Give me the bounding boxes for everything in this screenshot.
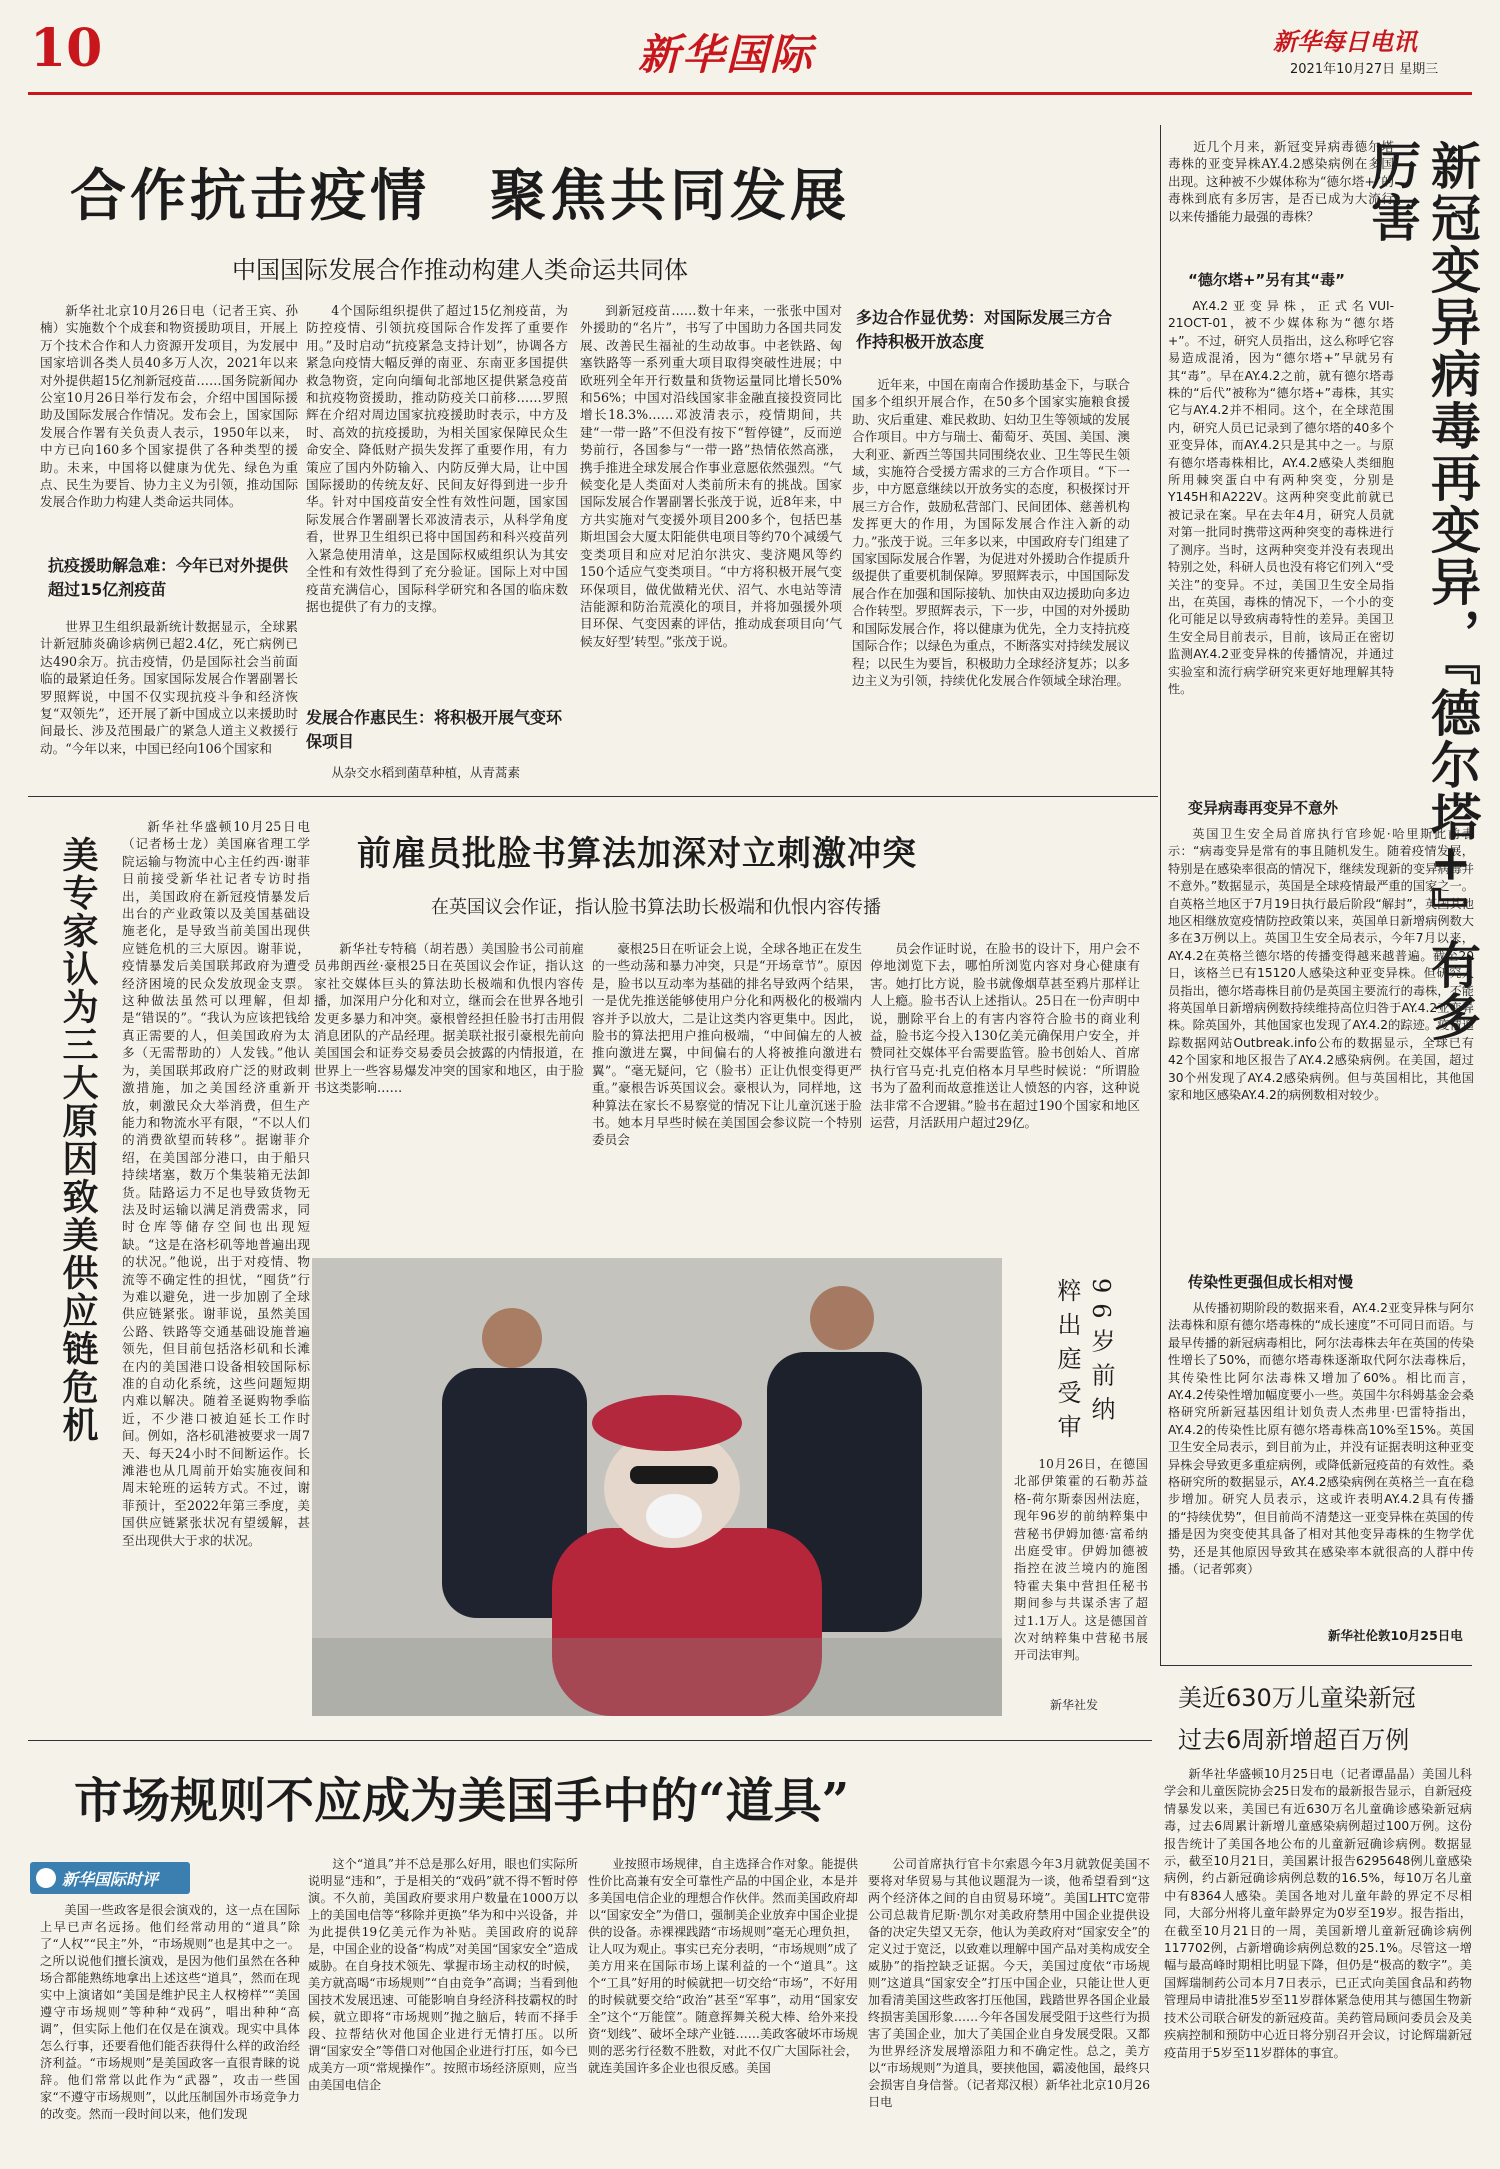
bottom-right-title-1: 美近630万儿童染新冠 — [1178, 1684, 1416, 1712]
right-p1: AY.4.2亚变异株，正式名VUI-21OCT-01，被不少媒体称为“德尔塔+”。不过，研究人员指出，这么称呼它容易造成混淆，因为“德尔塔+”早就另有其“毒”。早在AY.4.2之前，就有德尔塔毒株的“后代”被称为“德尔塔+”毒株，其实它与AY.4.2并不相同。这个，在全球范围内，研究人员已记录到了德尔塔的40多个亚变异体，而AY.4.2只是其中之一。与原有德尔塔毒株相比，AY.4.2感染人类细胞所用棘突蛋白中有两种突变，分别是Y145H和A222V。这两种突变此前就已被记录在案。早在去年4月，研究人员就对第一批同时携带这两种突变的毒株进行了测序。当时，这两种突变并没有表现出特别之处，科研人员也没有将它们列入“受关注”的变异。不过，美国卫生安全局指出，在英国，毒株的情况下，一个小的变化可能足以导致病毒特性的差异。美国卫生安全局目前表示，目前，该局正在密切监测AY.4.2亚变异株的传播情况，并通过实验室和流行病学研究来更好地理解其特性。 — [1168, 299, 1394, 696]
news-photo — [312, 1258, 1002, 1716]
lead-title: 合作抗击疫情 聚焦共同发展 — [70, 163, 850, 229]
photo-credit: 新华社发 — [1050, 1698, 1099, 1712]
right-p3: 从传播初期阶段的数据来看，AY.4.2亚变异株与阿尔法毒株和原有德尔塔毒株的“成长速度”不可同日而语。与最早传播的新冠病毒相比，阿尔法毒株去年在英国的传染性增长了50%，而德尔塔毒株逐渐取代阿尔法毒株后，其传染性比阿尔法毒株又增加了60%。相比而言，AY.4.2传染性增加幅度要小一些。英国牛尔科姆基金会桑格研究所新冠基因组计划负责人杰弗里·巴雷特指出，AY.4.2的传染性比原有德尔塔毒株高10%至15%。英国卫生安全局表示，到目前为止，并没有证据表明这种亚变异株会导致更多重症病例，或降低新冠疫苗的有效性。桑格研究所的数据显示，AY.4.2感染病例在英格兰一直在稳步增加。研究人员表示，这或许表明AY.4.2具有传播的“持续优势”，但目前尚不清楚这一亚变异株在英国的传播是因为突变使其具备了相对其他变异毒株的生物学优势，还是其他原因导致其在感染率本就很高的人群中传播。（记者郭爽） — [1168, 1301, 1474, 1577]
page-number: 10 — [30, 18, 103, 79]
section-title: 新华国际 — [638, 30, 815, 79]
right-column-rule — [1160, 125, 1161, 1665]
right-heading-3: 传染性更强但成长相对慢 — [1188, 1273, 1354, 1291]
middle-col1: 新华社专特稿（胡若愚）美国脸书公司前雇员弗朗西丝·豪根25日在英国议会作证，指认这家社交媒体巨头的算法助长极端和仇恨内容传播，加深用户分化和对立，继而会在世界各地引发更多暴力和冲突。豪根曾经担任脸书打击用假消息团队的产品经理。据美联社报引豪根先前向美国国会和证券交易委员会披露的内情报道，在世界上一些容易爆发冲突的国家和地区，由于脸书这类影响…… — [314, 941, 584, 1096]
lead-heading-3: 多边合作显优势：对国际发展三方合作持积极开放态度 — [856, 308, 1113, 351]
lead-subtitle: 中国国际发展合作推动构建人类命运共同体 — [232, 256, 688, 284]
masthead — [28, 20, 1472, 84]
issue-date: 2021年10月27日 星期三 — [1290, 62, 1439, 77]
opinion-col1: 美国一些政客是很会演戏的，这一点在国际上早已声名远扬。他们经常动用的“道具”除了“人权”“民主”外，“市场规则”也是其中之一。之所以说他们擅长演戏，是因为他们虽然在各种场合都能熟练地拿出上述这些“道具”，然而在现实中上演诸如“美国是维护民主人权榜样”“美国遵守市场规则”等种种“戏码”，唱出种种“高调”，但实际上他们在仅是在演戏。现实中具体怎么行事，还要看他们能否获得什么样的政治经济利益。“市场规则”是美国政客一直很青睐的说辞。他们常常以此作为“武器”，攻击一些国家“不遵守市场规则”，以此压制国外市场竞争力的改变。然而一段时间以来，他们发现 — [40, 1903, 300, 2121]
lead-heading-1: 抗疫援助解急难：今年已对外提供超过15亿剂疫苗 — [48, 556, 289, 599]
lead-col4: 近年来，中国在南南合作援助基金下，与联合国多个组织开展合作，在50多个国家实施粮食援助、灾后重建、难民救助、妇幼卫生等领域的发展合作项目。中方与瑞士、葡萄牙、英国、美国、澳大利亚、新西兰等国共同围绕农业、卫生等民生领域，实施符合受援方需求的三方合作项目。“下一步，中方愿意继续以开放务实的态度，积极探讨开展三方合作，鼓励私营部门、民间团体、慈善机构发挥更大的作用，为国际发展合作注入新的动力。”张茂于说。三年多以来，中国政府专门组建了国家国际发展合作署，为促进对外援助合作提质升级提供了重要机制保障。罗照辉表示，中国国际发展合作在加强和国际接轨、加快由双边援助向多边合作转型。罗照辉表示，下一步，中国的对外援助和国际发展合作，将以健康为优先，全力支持抗疫国际合作；以绿色为重点，不断落实对持续发展议程；以民生为要旨，积极助力全球经济复苏；以多边主义为引领，持续优化发展合作领域全球治理。 — [852, 377, 1130, 688]
middle-title: 前雇员批脸书算法加深对立刺激冲突 — [357, 834, 917, 874]
opinion-col2: 这个“道具”并不总是那么好用，眼也们实际所说明显“违和”，于是相关的“戏码”就不得不暂时停演。不久前，美国政府要求用户数量在1000万以上的美国电信等“移除并更换”华为和中兴设备，并为此提供19亿美元作为补贴。美国政府的说辞是，中国企业的设备“构成”对美国“国家安全”造成威胁。在自身技术领先、掌握市场主动权的时候，美方就高喝“市场规则”“自由竞争”高调；当看到他国技术发展迅速、可能影响自身经济科技霸权的时候，就立即将“市场规则”抛之脑后，转而不择手段、拉帮结伙对他国企业进行无情打压。以所谓“国家安全”等借口对他国企业进行打压，如今已成美方一项“常规操作”。按照市场经济原则，应当由美国电信企 — [308, 1857, 578, 2092]
opinion-col3: 业按照市场规律，自主选择合作对象。能提供性价比高兼有安全可靠性产品的中国企业，本是并多美国电信企业的理想合作伙伴。然而美国政府却以“国家安全”为借口，强制美企业放弃中国企业提供的设备。赤裸裸践踏“市场规则”毫无心理负担，让人叹为观止。事实已充分表明，“市场规则”成了美方用来在国际市场上谋利益的一个“道具”。这个“工具”好用的时候就把一切交给“市场”，不好用的时候就要交给“政治”甚至“军事”，动用“国家安全”这个“万能筐”。随意挥舞关税大棒、给外来投资“划线”、破坏全球产业链……美政客破坏市场规则的恶劣行径数不胜数，对此不仅广大国际社会，就连美国许多企业也很反感。美国 — [588, 1857, 858, 2075]
photo-headline: 96岁前纳粹出庭受审 — [1053, 1278, 1115, 1448]
middle-col2: 豪根25日在听证会上说，全球各地正在发生的一些动荡和暴力冲突，只是“开场章节”。原因是，脸书以互动率为基础的排名导致两个结果，一是优先推送能够使用户分化和两极化的极端内容并予以放大，二是让这类内容更集中。因此，脸书的算法把用户推向极端，“中间偏左的人被推向激进左翼，中间偏右的人将被推向激进右翼”。“毫无疑问，它（脸书）正让仇恨变得更严重。”豪根告诉英国议会。豪根认为，同样地，这种算法在家长不易察觉的情况下让儿童沉迷于脸书。她本月早些时候在美国国会参议院一个特别委员会 — [592, 941, 862, 1148]
right-title: 新冠变异病毒再变异，『德尔塔+』有多厉害 — [1363, 140, 1482, 1043]
bottom-right-body: 新华社华盛顿10月25日电（记者谭晶晶）美国儿科学会和儿童医院协会25日发布的最新报告显示，自新冠疫情暴发以来，美国已有近630万名儿童确诊感染新冠病毒，过去6周累计新增儿童感染病例超过100万例。这份报告统计了美国各地公布的儿童新冠确诊病例。数据显示，截至10月21日，美国累计报告6295648例儿童感染病例，约占新冠确诊病例总数的16.5%，每10万名儿童中有8364人感染。美国各地对儿童年龄的界定不尽相同，大部分州将儿童年龄界定为0岁至19岁。报告指出，在截至10月21日的一周，美国新增儿童新冠确诊病例117702例，占新增确诊病例总数的25.1%。尽管这一增幅与最高峰时期相比明显下降，但仍是“极高的数字”。美国辉瑞制药公司本月7日表示，已正式向美国食品和药物管理局申请批准5岁至11岁群体紧急使用其与德国生物新技术公司联合研发的新冠疫苗。美药管局顾问委员会及美疾病控制和预防中心近日将分别召开会议，讨论辉瑞新冠疫苗用于5岁至11岁群体的事宜。 — [1164, 1767, 1472, 2060]
left-vertical-title: 美专家认为三大原因致美供应链危机 — [57, 836, 99, 1444]
bottom-right-title-2: 过去6周新增超百万例 — [1178, 1726, 1410, 1754]
photo-caption: 10月26日，在德国北部伊策霍的石勒苏益格-荷尔斯泰因州法庭，现年96岁的前纳粹集中营秘书伊姆加德·富希纳出庭受审。伊姆加德被指控在波兰境内的施图特霍夫集中营担任秘书期间参与共谋杀害了超过1.1万人。这是德国首次对纳粹集中营秘书展开司法审判。 — [1014, 1457, 1148, 1663]
bottom-left-rule — [28, 1740, 1152, 1741]
opinion-title: 市场规则不应成为美国手中的“道具” — [74, 1773, 850, 1829]
right-p2: 英国卫生安全局首席执行官珍妮·哈里斯此前表示：“病毒变异是常有的事且随机发生。随着疫情发展，特别是在感染率很高的情况下，继续发现新的变异病毒并不意外。”数据显示，英国是全球疫情最严重的国家之一。自英格兰地区于7月19日执行最后阶段“解封”，英国其他地区相继放宽疫情防控政策以来，英国单日新增病例数大多在3万例以上。英国卫生安全局表示，今年7月以来，AY.4.2在英格兰德尔塔的传播变得越来越普遍。截至20日，该格兰已有15120人感染这种亚变异株。但研究人员指出，德尔塔毒株目前仍是英国主要流行的毒株，不能将英国单日新增病例数持续维持高位归咎于AY.4.2亚变异株。除英国外，其他国家也发现了AY.4.2的踪迹。疫情追踪数据网站Outbreak.info公布的数据显示，全球已有42个国家和地区报告了AY.4.2感染病例。在美国，超过30个州发现了AY.4.2感染病例。但与英国相比，其他国家和地区感染AY.4.2的病例数相对较少。 — [1168, 827, 1474, 1103]
opinion-col4: 公司首席执行官卡尔索恩今年3月就敦促美国不要将对华贸易与其他议题混为一谈，他希望看到“这两个经济体之间的自由贸易环境”。美国LHTC宽带公司总裁肯尼斯·凯尔对美政府禁用中国企业提供设备的决定失望又无奈，他认为美政府对“国家安全”的定义过于宽泛，以致难以理解中国产品对美构成安全威胁”的指控缺乏证据。今天，美国过度依“市场规则”这道具“国家安全”打压中国企业，只能让世人更加看清美国这些政客打压他国，践踏世界各国企业最终损害美国形象……今年各国发展受阻于这些行为损害了美国企业，加大了美国企业自身发展受限。又都为世界经济发展增添阻力和不确定性。总之，美方以“市场规则”为道具，要挟他国，霸凌他国，最终只会损害自身信誉。（记者郑汉根）新华社北京10月26日电 — [868, 1857, 1150, 2109]
opinion-tag-label: 新华国际时评 — [62, 1869, 159, 1889]
lead-col1b: 世界卫生组织最新统计数据显示，全球累计新冠肺炎确诊病例已超2.4亿，死亡病例已达490余万。抗击疫情，仍是国际社会当前面临的最紧迫任务。国家国际发展合作署副署长罗照辉说，中国不仅实现抗疫斗争和经济恢复“双领先”，还开展了新中国成立以来援助时间最长、涉及范围最广的紧急人道主义救援行动。“今年以来，中国已经向106个国家和 — [40, 619, 298, 756]
middle-col3: 员会作证时说，在脸书的设计下，用户会不停地浏览下去，哪怕所浏览内容对身心健康有害。她打比方说，脸书就像烟草甚至鸦片那样让人上瘾。脸书否认上述指认。25日在一份声明中说，删除平台上的有害内容符合脸书的商业利益，脸书迄今投入130亿美元确保用户安全，并赞同社交媒体平台需要监管。脸书创始人、首席执行官马克·扎克伯格本月早些时候说：“所谓脸书为了盈利而故意推送让人愤怒的内容，这种说法非常不合逻辑。”脸书在超过190个国家和地区运营，月活跃用户超过29亿。 — [870, 941, 1140, 1131]
right-intro: 近几个月来，新冠变异病毒德尔塔毒株的亚变异株AY.4.2感染病例在多国出现。这种被不少媒体称为“德尔塔+”的毒株到底有多厉害，是否已成为大流行以来传播能力最强的毒株？ — [1168, 139, 1394, 224]
bottom-right-rule — [1160, 1665, 1472, 1666]
middle-subtitle: 在英国议会作证，指认脸书算法助长极端和仇恨内容传播 — [431, 897, 881, 918]
opinion-tag-icon — [36, 1868, 56, 1888]
right-heading-2: 变异病毒再变异不意外 — [1188, 799, 1339, 817]
lead-col2b: 从杂交水稻到菌草种植，从青蒿素 — [331, 765, 521, 780]
lead-heading-2: 发展合作惠民生：将积极开展气变环保项目 — [306, 708, 563, 751]
brand-logo: 新华每日电讯 — [1273, 27, 1417, 56]
opinion-tag — [30, 1862, 190, 1894]
right-heading-1: “德尔塔+”另有其“毒” — [1188, 271, 1346, 289]
right-sign: 新华社伦敦10月25日电 — [1328, 1628, 1463, 1643]
photo-illustration — [312, 1258, 1002, 1716]
lead-bottom-rule — [28, 796, 1158, 797]
masthead-rule — [28, 92, 1472, 95]
left-vertical-body: 新华社华盛顿10月25日电（记者杨士龙）美国麻省理工学院运输与物流中心主任约西·谢菲日前接受新华社记者专访时指出，美国政府在新冠疫情暴发后出台的产业政策以及美国基础设施老化，是导致当前美国出现供应链危机的三大原因。谢菲说，疫情暴发后美国联邦政府为遭受经济困境的民众发放现金支票。这种做法虽然可以理解，但却是“错误的”。“我认为应该把钱给真正需要的人，但美国政府为太多（无需帮助的）人发钱。”他认为，美国联邦政府广泛的财政刺激措施，加之美国经济重新开放，刺激民众大举消费，但生产能力和物流水平有限，“不以人们的消费欲望而转移”。据谢菲介绍，在美国部分港口，由于船只持续堵塞，数万个集装箱无法卸货。陆路运力不足也导致货物无法及时运输以满足消费需求，同时仓库等储存空间也出现短缺。“这是在洛杉矶等地普遍出现的状况。”他说，出于对疫情、物流等不确定性的担忧，“囤货”行为难以避免，进一步加剧了全球供应链紧张。谢菲说，虽然美国公路、铁路等交通基础设施普遍领先，但目前包括洛杉矶和长滩在内的美国港口设备相较国际标准的自动化系统，这些问题短期内难以解决。随着圣诞购物季临近，不少港口被迫延长工作时间。例如，洛杉矶港被要求一周7天、每天24小时不间断运作。长滩港也从几周前开始实施夜间和周末轮班的运转方式。不过，谢菲预计，至2022年第三季度，美国供应链紧张状况有望缓解，甚至出现供大于求的状况。 — [122, 819, 310, 1548]
lead-col2: 4个国际组织提供了超过15亿剂疫苗，为防控疫情、引领抗疫国际合作发挥了重要作用。”及时启动“抗疫紧急支持计划”，协调各方紧急向疫情大幅反弹的南亚、东南亚多国提供救急物资，定向向缅甸北部地区提供紧急疫苗和抗疫物资援助，推动防疫关口前移……罗照辉在介绍对周边国家抗疫援助时表示，中方及时、高效的抗疫援助，为相关国家保障民众生命安全、降低财产损失发挥了重要作用，有力策应了国内外防输入、内防反弹大局，让中国国际援助的传统友好、民间友好得到进一步升华。针对中国疫苗安全性有效性问题，国家国际发展合作署副署长邓波清表示，从科学角度看，世界卫生组织已将中国国药和科兴疫苗列入紧急使用清单，这是国际权威组织认为其安全性和有效性得到了充分验证。国际上对中国疫苗充满信心，国际科学研究和各国的临床数据也提供了有力的支撑。 — [306, 303, 568, 614]
lead-col1: 新华社北京10月26日电（记者王宾、孙楠）实施数个个成套和物资援助项目，开展上万个技术合作和人力资源开发项目，为发展中国家培训各类人员40多万人次，2021年以来对外提供超15亿剂新冠疫苗……国务院新闻办公室10月26日举行发布会，介绍中国国际援助及国际发展合作情况。发布会上，国家国际发展合作署有关负责人表示，1950年以来，中方已向160多个国家提供了各种类型的援助。未来，中国将以健康为优先、绿色为重点、民生为要旨、协力主义为引领，推动国际发展合作助力构建人类命运共同体。 — [40, 303, 298, 510]
lead-col3: 到新冠疫苗……数十年来，一张张中国对外援助的“名片”，书写了中国助力各国共同发展、改善民生福祉的生动故事。中老铁路、匈塞铁路等一系列重大项目取得突破性进展；中欧班列全年开行数量和货物运量同比增长50%和56%；中国对沿线国家非金融直接投资同比增长18.3%……邓波清表示，疫情期间，共建“一带一路”不但没有按下“暂停键”，反而逆势前行，各国参与“一带一路”热情依然高涨，携手推进全球发展合作事业意愿依然强烈。“气候变化是人类面对人类前所未有的挑战。国家国际发展合作署副署长张茂于说，近8年来，中方共实施对气变援外项目200多个，包括巴基斯坦国会大厦太阳能供电项目等约70个减缓气变类项目和应对尼泊尔洪灾、斐济飓风等约150个适应气变类项目。“中方将积极开展气变环保项目，做优做精光伏、沼气、水电站等清洁能源和防治荒漠化的项目，并将加强援外项目环保、气变因素的评估，推动成套项目向‘气候友好型’转型。”张茂于说。 — [580, 303, 842, 649]
